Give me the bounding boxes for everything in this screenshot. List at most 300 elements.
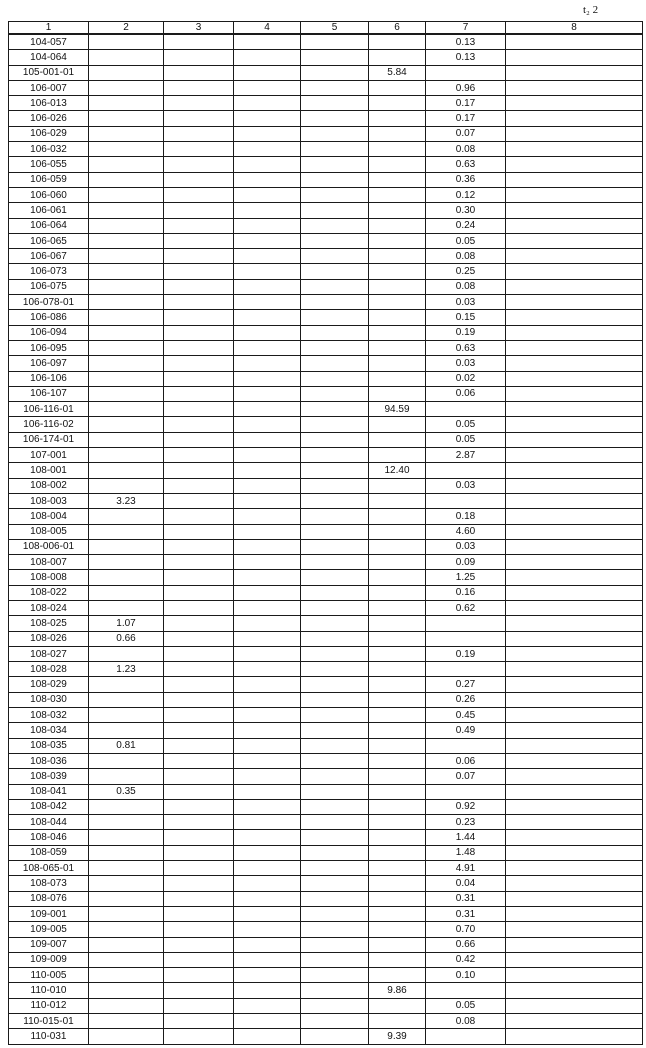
value-cell-col-4 bbox=[234, 218, 301, 233]
value-cell-col-5 bbox=[301, 861, 369, 876]
table-row bbox=[9, 417, 643, 432]
value-cell-col-2 bbox=[89, 1029, 164, 1044]
value-cell-col-3 bbox=[164, 815, 234, 830]
value-cell-col-7: 0.26 bbox=[426, 692, 506, 707]
table-row bbox=[9, 157, 643, 172]
value-cell-col-5 bbox=[301, 310, 369, 325]
value-cell-col-4 bbox=[234, 631, 301, 646]
row-code-cell: 106-107 bbox=[9, 386, 89, 401]
value-cell-col-6 bbox=[369, 845, 426, 860]
value-cell-col-6 bbox=[369, 279, 426, 294]
table-row bbox=[9, 356, 643, 371]
value-cell-col-7: 0.05 bbox=[426, 432, 506, 447]
value-cell-col-6 bbox=[369, 815, 426, 830]
value-cell-col-2 bbox=[89, 218, 164, 233]
row-code-cell: 109-005 bbox=[9, 922, 89, 937]
column-header-6: 6 bbox=[369, 22, 426, 35]
value-cell-col-4 bbox=[234, 784, 301, 799]
value-cell-col-8 bbox=[506, 142, 643, 157]
value-cell-col-8 bbox=[506, 249, 643, 264]
value-cell-col-3 bbox=[164, 677, 234, 692]
row-code-cell: 108-024 bbox=[9, 600, 89, 615]
value-cell-col-3 bbox=[164, 279, 234, 294]
value-cell-col-3 bbox=[164, 1029, 234, 1044]
value-cell-col-7 bbox=[426, 463, 506, 478]
value-cell-col-5 bbox=[301, 692, 369, 707]
value-cell-col-5 bbox=[301, 432, 369, 447]
table-row bbox=[9, 34, 643, 50]
value-cell-col-3 bbox=[164, 356, 234, 371]
value-cell-col-2 bbox=[89, 187, 164, 202]
value-cell-col-6 bbox=[369, 203, 426, 218]
table-body bbox=[9, 34, 643, 1044]
value-cell-col-7: 0.31 bbox=[426, 906, 506, 921]
row-code-cell: 108-044 bbox=[9, 815, 89, 830]
value-cell-col-4 bbox=[234, 937, 301, 952]
data-table bbox=[8, 21, 643, 1045]
value-cell-col-5 bbox=[301, 340, 369, 355]
value-cell-col-4 bbox=[234, 891, 301, 906]
value-cell-col-6 bbox=[369, 692, 426, 707]
value-cell-col-4 bbox=[234, 478, 301, 493]
value-cell-col-6 bbox=[369, 861, 426, 876]
table-row bbox=[9, 295, 643, 310]
column-header-2: 2 bbox=[89, 22, 164, 35]
value-cell-col-3 bbox=[164, 646, 234, 661]
row-code-cell: 105-001-01 bbox=[9, 65, 89, 80]
row-code-cell: 108-073 bbox=[9, 876, 89, 891]
value-cell-col-5 bbox=[301, 769, 369, 784]
value-cell-col-7: 4.91 bbox=[426, 861, 506, 876]
value-cell-col-6 bbox=[369, 753, 426, 768]
value-cell-col-5 bbox=[301, 448, 369, 463]
value-cell-col-6 bbox=[369, 432, 426, 447]
row-code-cell: 108-036 bbox=[9, 753, 89, 768]
value-cell-col-7: 0.19 bbox=[426, 646, 506, 661]
value-cell-col-2 bbox=[89, 906, 164, 921]
value-cell-col-4 bbox=[234, 753, 301, 768]
value-cell-col-4 bbox=[234, 769, 301, 784]
table-row bbox=[9, 784, 643, 799]
value-cell-col-3 bbox=[164, 738, 234, 753]
table-row bbox=[9, 876, 643, 891]
value-cell-col-7: 0.03 bbox=[426, 295, 506, 310]
value-cell-col-2 bbox=[89, 708, 164, 723]
value-cell-col-5 bbox=[301, 249, 369, 264]
value-cell-col-3 bbox=[164, 172, 234, 187]
row-code-cell: 106-060 bbox=[9, 187, 89, 202]
value-cell-col-5 bbox=[301, 417, 369, 432]
column-header-3: 3 bbox=[164, 22, 234, 35]
value-cell-col-5 bbox=[301, 937, 369, 952]
value-cell-col-2 bbox=[89, 524, 164, 539]
value-cell-col-8 bbox=[506, 983, 643, 998]
value-cell-col-7 bbox=[426, 616, 506, 631]
value-cell-col-3 bbox=[164, 50, 234, 65]
row-code-cell: 106-174-01 bbox=[9, 432, 89, 447]
table-row bbox=[9, 631, 643, 646]
value-cell-col-8 bbox=[506, 585, 643, 600]
value-cell-col-7: 0.06 bbox=[426, 386, 506, 401]
value-cell-col-3 bbox=[164, 998, 234, 1013]
value-cell-col-8 bbox=[506, 218, 643, 233]
table-row bbox=[9, 50, 643, 65]
value-cell-col-7: 0.27 bbox=[426, 677, 506, 692]
value-cell-col-4 bbox=[234, 233, 301, 248]
value-cell-col-6 bbox=[369, 968, 426, 983]
value-cell-col-3 bbox=[164, 799, 234, 814]
value-cell-col-4 bbox=[234, 187, 301, 202]
value-cell-col-8 bbox=[506, 906, 643, 921]
value-cell-col-5 bbox=[301, 126, 369, 141]
table-row bbox=[9, 983, 643, 998]
table-row bbox=[9, 677, 643, 692]
value-cell-col-7: 1.25 bbox=[426, 570, 506, 585]
value-cell-col-8 bbox=[506, 937, 643, 952]
value-cell-col-8 bbox=[506, 448, 643, 463]
value-cell-col-6 bbox=[369, 646, 426, 661]
value-cell-col-4 bbox=[234, 463, 301, 478]
value-cell-col-2 bbox=[89, 968, 164, 983]
value-cell-col-2 bbox=[89, 478, 164, 493]
value-cell-col-6 bbox=[369, 585, 426, 600]
value-cell-col-6 bbox=[369, 600, 426, 615]
value-cell-col-5 bbox=[301, 784, 369, 799]
value-cell-col-7: 0.63 bbox=[426, 340, 506, 355]
row-code-cell: 106-078-01 bbox=[9, 295, 89, 310]
row-code-cell: 108-076 bbox=[9, 891, 89, 906]
table-row bbox=[9, 218, 643, 233]
value-cell-col-7: 0.08 bbox=[426, 249, 506, 264]
row-code-cell: 110-005 bbox=[9, 968, 89, 983]
table-row bbox=[9, 80, 643, 95]
table-row bbox=[9, 524, 643, 539]
value-cell-col-6 bbox=[369, 249, 426, 264]
value-cell-col-2: 0.35 bbox=[89, 784, 164, 799]
table-row bbox=[9, 386, 643, 401]
value-cell-col-6 bbox=[369, 310, 426, 325]
value-cell-col-6 bbox=[369, 952, 426, 967]
value-cell-col-4 bbox=[234, 264, 301, 279]
value-cell-col-3 bbox=[164, 432, 234, 447]
value-cell-col-5 bbox=[301, 264, 369, 279]
value-cell-col-5 bbox=[301, 325, 369, 340]
row-code-cell: 106-032 bbox=[9, 142, 89, 157]
value-cell-col-2: 0.66 bbox=[89, 631, 164, 646]
row-code-cell: 108-008 bbox=[9, 570, 89, 585]
value-cell-col-3 bbox=[164, 34, 234, 50]
value-cell-col-3 bbox=[164, 203, 234, 218]
value-cell-col-3 bbox=[164, 111, 234, 126]
value-cell-col-2 bbox=[89, 448, 164, 463]
value-cell-col-7: 2.87 bbox=[426, 448, 506, 463]
value-cell-col-2 bbox=[89, 203, 164, 218]
row-code-cell: 106-064 bbox=[9, 218, 89, 233]
value-cell-col-4 bbox=[234, 34, 301, 50]
value-cell-col-5 bbox=[301, 478, 369, 493]
value-cell-col-5 bbox=[301, 998, 369, 1013]
value-cell-col-3 bbox=[164, 830, 234, 845]
value-cell-col-7: 0.05 bbox=[426, 998, 506, 1013]
row-code-cell: 106-097 bbox=[9, 356, 89, 371]
value-cell-col-8 bbox=[506, 509, 643, 524]
table-row bbox=[9, 478, 643, 493]
value-cell-col-7: 0.03 bbox=[426, 478, 506, 493]
value-cell-col-6 bbox=[369, 723, 426, 738]
value-cell-col-6 bbox=[369, 96, 426, 111]
value-cell-col-2 bbox=[89, 65, 164, 80]
value-cell-col-8 bbox=[506, 891, 643, 906]
value-cell-col-7: 0.24 bbox=[426, 218, 506, 233]
value-cell-col-4 bbox=[234, 432, 301, 447]
table-row bbox=[9, 65, 643, 80]
value-cell-col-3 bbox=[164, 126, 234, 141]
row-code-cell: 104-057 bbox=[9, 34, 89, 50]
value-cell-col-6: 9.39 bbox=[369, 1029, 426, 1044]
value-cell-col-2 bbox=[89, 371, 164, 386]
value-cell-col-8 bbox=[506, 417, 643, 432]
value-cell-col-5 bbox=[301, 555, 369, 570]
value-cell-col-3 bbox=[164, 784, 234, 799]
row-code-cell: 109-007 bbox=[9, 937, 89, 952]
value-cell-col-6 bbox=[369, 708, 426, 723]
value-cell-col-7 bbox=[426, 402, 506, 417]
row-code-cell: 108-006-01 bbox=[9, 539, 89, 554]
value-cell-col-6 bbox=[369, 325, 426, 340]
page-number: t₂ 2 bbox=[583, 4, 599, 16]
value-cell-col-7: 0.13 bbox=[426, 34, 506, 50]
value-cell-col-8 bbox=[506, 876, 643, 891]
value-cell-col-3 bbox=[164, 417, 234, 432]
value-cell-col-2 bbox=[89, 952, 164, 967]
value-cell-col-6 bbox=[369, 830, 426, 845]
value-cell-col-2 bbox=[89, 172, 164, 187]
value-cell-col-2 bbox=[89, 432, 164, 447]
value-cell-col-7: 0.03 bbox=[426, 539, 506, 554]
value-cell-col-8 bbox=[506, 402, 643, 417]
row-code-cell: 108-029 bbox=[9, 677, 89, 692]
value-cell-col-3 bbox=[164, 325, 234, 340]
header-row bbox=[9, 22, 643, 35]
value-cell-col-2 bbox=[89, 50, 164, 65]
value-cell-col-8 bbox=[506, 815, 643, 830]
value-cell-col-3 bbox=[164, 524, 234, 539]
value-cell-col-3 bbox=[164, 600, 234, 615]
table-row bbox=[9, 845, 643, 860]
value-cell-col-8 bbox=[506, 646, 643, 661]
row-code-cell: 108-027 bbox=[9, 646, 89, 661]
value-cell-col-6: 94.59 bbox=[369, 402, 426, 417]
table-row bbox=[9, 585, 643, 600]
table-row bbox=[9, 830, 643, 845]
value-cell-col-6 bbox=[369, 799, 426, 814]
value-cell-col-8 bbox=[506, 861, 643, 876]
value-cell-col-5 bbox=[301, 570, 369, 585]
value-cell-col-5 bbox=[301, 815, 369, 830]
value-cell-col-4 bbox=[234, 142, 301, 157]
table-row bbox=[9, 187, 643, 202]
value-cell-col-4 bbox=[234, 509, 301, 524]
value-cell-col-8 bbox=[506, 1029, 643, 1044]
value-cell-col-2 bbox=[89, 799, 164, 814]
value-cell-col-3 bbox=[164, 310, 234, 325]
value-cell-col-4 bbox=[234, 968, 301, 983]
value-cell-col-4 bbox=[234, 493, 301, 508]
value-cell-col-7: 0.62 bbox=[426, 600, 506, 615]
value-cell-col-7: 0.66 bbox=[426, 937, 506, 952]
value-cell-col-3 bbox=[164, 906, 234, 921]
value-cell-col-6 bbox=[369, 172, 426, 187]
row-code-cell: 109-009 bbox=[9, 952, 89, 967]
value-cell-col-8 bbox=[506, 386, 643, 401]
table-row bbox=[9, 968, 643, 983]
value-cell-col-5 bbox=[301, 600, 369, 615]
value-cell-col-3 bbox=[164, 233, 234, 248]
value-cell-col-3 bbox=[164, 402, 234, 417]
table-row bbox=[9, 906, 643, 921]
value-cell-col-4 bbox=[234, 325, 301, 340]
value-cell-col-6 bbox=[369, 50, 426, 65]
value-cell-col-2 bbox=[89, 723, 164, 738]
value-cell-col-3 bbox=[164, 769, 234, 784]
value-cell-col-4 bbox=[234, 952, 301, 967]
value-cell-col-3 bbox=[164, 968, 234, 983]
value-cell-col-5 bbox=[301, 799, 369, 814]
table-row bbox=[9, 708, 643, 723]
value-cell-col-3 bbox=[164, 371, 234, 386]
value-cell-col-3 bbox=[164, 983, 234, 998]
value-cell-col-2 bbox=[89, 830, 164, 845]
table-row bbox=[9, 646, 643, 661]
value-cell-col-8 bbox=[506, 631, 643, 646]
value-cell-col-4 bbox=[234, 402, 301, 417]
value-cell-col-2 bbox=[89, 264, 164, 279]
value-cell-col-7: 1.48 bbox=[426, 845, 506, 860]
value-cell-col-8 bbox=[506, 570, 643, 585]
value-cell-col-2 bbox=[89, 937, 164, 952]
value-cell-col-4 bbox=[234, 600, 301, 615]
value-cell-col-3 bbox=[164, 187, 234, 202]
value-cell-col-7 bbox=[426, 983, 506, 998]
value-cell-col-4 bbox=[234, 386, 301, 401]
row-code-cell: 106-067 bbox=[9, 249, 89, 264]
table-row bbox=[9, 264, 643, 279]
value-cell-col-5 bbox=[301, 402, 369, 417]
value-cell-col-5 bbox=[301, 876, 369, 891]
row-code-cell: 110-015-01 bbox=[9, 1014, 89, 1029]
value-cell-col-6 bbox=[369, 555, 426, 570]
value-cell-col-4 bbox=[234, 539, 301, 554]
value-cell-col-4 bbox=[234, 708, 301, 723]
value-cell-col-8 bbox=[506, 662, 643, 677]
value-cell-col-6 bbox=[369, 509, 426, 524]
value-cell-col-4 bbox=[234, 555, 301, 570]
value-cell-col-7: 0.19 bbox=[426, 325, 506, 340]
value-cell-col-8 bbox=[506, 356, 643, 371]
row-code-cell: 108-046 bbox=[9, 830, 89, 845]
value-cell-col-3 bbox=[164, 631, 234, 646]
value-cell-col-2 bbox=[89, 998, 164, 1013]
value-cell-col-2 bbox=[89, 509, 164, 524]
value-cell-col-2 bbox=[89, 249, 164, 264]
value-cell-col-8 bbox=[506, 111, 643, 126]
value-cell-col-6 bbox=[369, 998, 426, 1013]
value-cell-col-7: 0.17 bbox=[426, 111, 506, 126]
value-cell-col-8 bbox=[506, 952, 643, 967]
value-cell-col-4 bbox=[234, 417, 301, 432]
value-cell-col-6 bbox=[369, 478, 426, 493]
value-cell-col-5 bbox=[301, 539, 369, 554]
row-code-cell: 110-012 bbox=[9, 998, 89, 1013]
row-code-cell: 108-030 bbox=[9, 692, 89, 707]
column-header-1: 1 bbox=[9, 22, 89, 35]
value-cell-col-4 bbox=[234, 448, 301, 463]
value-cell-col-5 bbox=[301, 845, 369, 860]
value-cell-col-7: 0.45 bbox=[426, 708, 506, 723]
value-cell-col-8 bbox=[506, 845, 643, 860]
value-cell-col-8 bbox=[506, 65, 643, 80]
value-cell-col-2: 1.23 bbox=[89, 662, 164, 677]
row-code-cell: 107-001 bbox=[9, 448, 89, 463]
value-cell-col-7: 0.13 bbox=[426, 50, 506, 65]
value-cell-col-6 bbox=[369, 386, 426, 401]
value-cell-col-7: 0.08 bbox=[426, 279, 506, 294]
value-cell-col-3 bbox=[164, 952, 234, 967]
value-cell-col-3 bbox=[164, 876, 234, 891]
value-cell-col-7: 4.60 bbox=[426, 524, 506, 539]
value-cell-col-4 bbox=[234, 524, 301, 539]
table-row bbox=[9, 96, 643, 111]
value-cell-col-8 bbox=[506, 233, 643, 248]
value-cell-col-2 bbox=[89, 876, 164, 891]
value-cell-col-7: 0.92 bbox=[426, 799, 506, 814]
value-cell-col-2 bbox=[89, 80, 164, 95]
value-cell-col-5 bbox=[301, 830, 369, 845]
value-cell-col-8 bbox=[506, 830, 643, 845]
value-cell-col-4 bbox=[234, 96, 301, 111]
value-cell-col-3 bbox=[164, 570, 234, 585]
value-cell-col-6 bbox=[369, 34, 426, 50]
row-code-cell: 109-001 bbox=[9, 906, 89, 921]
value-cell-col-4 bbox=[234, 845, 301, 860]
value-cell-col-6 bbox=[369, 80, 426, 95]
value-cell-col-6 bbox=[369, 142, 426, 157]
value-cell-col-2: 0.81 bbox=[89, 738, 164, 753]
value-cell-col-4 bbox=[234, 799, 301, 814]
value-cell-col-2 bbox=[89, 600, 164, 615]
value-cell-col-5 bbox=[301, 50, 369, 65]
value-cell-col-3 bbox=[164, 386, 234, 401]
value-cell-col-8 bbox=[506, 325, 643, 340]
row-code-cell: 108-059 bbox=[9, 845, 89, 860]
value-cell-col-4 bbox=[234, 616, 301, 631]
row-code-cell: 110-010 bbox=[9, 983, 89, 998]
value-cell-col-6 bbox=[369, 539, 426, 554]
value-cell-col-2 bbox=[89, 279, 164, 294]
value-cell-col-6 bbox=[369, 295, 426, 310]
value-cell-col-8 bbox=[506, 600, 643, 615]
value-cell-col-6 bbox=[369, 448, 426, 463]
value-cell-col-4 bbox=[234, 371, 301, 386]
row-code-cell: 108-022 bbox=[9, 585, 89, 600]
value-cell-col-5 bbox=[301, 585, 369, 600]
value-cell-col-8 bbox=[506, 157, 643, 172]
value-cell-col-8 bbox=[506, 310, 643, 325]
value-cell-col-6 bbox=[369, 906, 426, 921]
value-cell-col-7 bbox=[426, 738, 506, 753]
value-cell-col-3 bbox=[164, 723, 234, 738]
value-cell-col-8 bbox=[506, 172, 643, 187]
